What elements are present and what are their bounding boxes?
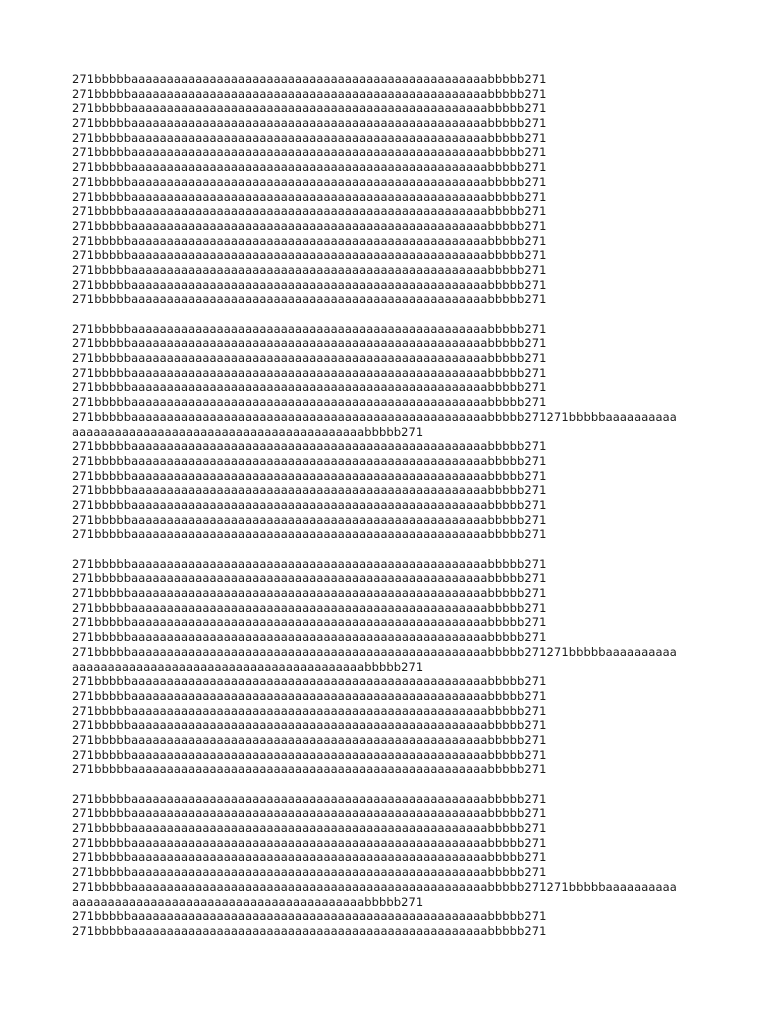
- text-line: 271bbbbbaaaaaaaaaaaaaaaaaaaaaaaaaaaaaaaaaaaaaaaaaaaaaaaaaabbbbb271: [72, 512, 547, 527]
- text-line: 271bbbbbaaaaaaaaaaaaaaaaaaaaaaaaaaaaaaaaaaaaaaaaaaaaaaaaaabbbbb271: [72, 600, 547, 615]
- text-line: 271bbbbbaaaaaaaaaaaaaaaaaaaaaaaaaaaaaaaaaaaaaaaaaaaaaaaaaabbbbb271: [72, 688, 547, 703]
- text-line: aaaaaaaaaaaaaaaaaaaaaaaaaaaaaaaaaaaaaaaaabbbbb271: [72, 659, 424, 674]
- text-line: 271bbbbbaaaaaaaaaaaaaaaaaaaaaaaaaaaaaaaaaaaaaaaaaaaaaaaaaabbbbb271: [72, 674, 547, 689]
- text-line: 271bbbbbaaaaaaaaaaaaaaaaaaaaaaaaaaaaaaaaaaaaaaaaaaaaaaaaaabbbbb271: [72, 292, 547, 307]
- text-line: 271bbbbbaaaaaaaaaaaaaaaaaaaaaaaaaaaaaaaaaaaaaaaaaaaaaaaaaabbbbb271: [72, 923, 547, 938]
- text-line: 271bbbbbaaaaaaaaaaaaaaaaaaaaaaaaaaaaaaaaaaaaaaaaaaaaaaaaaabbbbb271: [72, 806, 547, 821]
- text-paragraph: [72, 792, 722, 939]
- text-line: 271bbbbbaaaaaaaaaaaaaaaaaaaaaaaaaaaaaaaaaaaaaaaaaaaaaaaaaabbbbb271: [72, 351, 547, 366]
- text-line: 271bbbbbaaaaaaaaaaaaaaaaaaaaaaaaaaaaaaaaaaaaaaaaaaaaaaaaaabbbbb271: [72, 527, 547, 542]
- text-line: 271bbbbbaaaaaaaaaaaaaaaaaaaaaaaaaaaaaaaaaaaaaaaaaaaaaaaaaabbbbb271: [72, 248, 547, 263]
- text-line: 271bbbbbaaaaaaaaaaaaaaaaaaaaaaaaaaaaaaaaaaaaaaaaaaaaaaaaaabbbbb271: [72, 468, 547, 483]
- text-line: 271bbbbbaaaaaaaaaaaaaaaaaaaaaaaaaaaaaaaaaaaaaaaaaaaaaaaaaabbbbb271: [72, 732, 547, 747]
- text-line: 271bbbbbaaaaaaaaaaaaaaaaaaaaaaaaaaaaaaaaaaaaaaaaaaaaaaaaaabbbbb271: [72, 380, 547, 395]
- text-line: 271bbbbbaaaaaaaaaaaaaaaaaaaaaaaaaaaaaaaaaaaaaaaaaaaaaaaaaabbbbb271271bbbbbaaaaaaaaaa: [72, 409, 677, 424]
- text-line: aaaaaaaaaaaaaaaaaaaaaaaaaaaaaaaaaaaaaaaaabbbbb271: [72, 424, 424, 439]
- text-line: 271bbbbbaaaaaaaaaaaaaaaaaaaaaaaaaaaaaaaaaaaaaaaaaaaaaaaaaabbbbb271: [72, 718, 547, 733]
- text-line: 271bbbbbaaaaaaaaaaaaaaaaaaaaaaaaaaaaaaaaaaaaaaaaaaaaaaaaaabbbbb271: [72, 615, 547, 630]
- text-line: 271bbbbbaaaaaaaaaaaaaaaaaaaaaaaaaaaaaaaaaaaaaaaaaaaaaaaaaabbbbb271: [72, 821, 547, 836]
- text-line: 271bbbbbaaaaaaaaaaaaaaaaaaaaaaaaaaaaaaaaaaaaaaaaaaaaaaaaaabbbbb271: [72, 160, 547, 175]
- text-line: 271bbbbbaaaaaaaaaaaaaaaaaaaaaaaaaaaaaaaaaaaaaaaaaaaaaaaaaabbbbb271: [72, 116, 547, 131]
- text-line: 271bbbbbaaaaaaaaaaaaaaaaaaaaaaaaaaaaaaaaaaaaaaaaaaaaaaaaaabbbbb271: [72, 189, 547, 204]
- text-paragraph: [72, 557, 722, 777]
- text-line: aaaaaaaaaaaaaaaaaaaaaaaaaaaaaaaaaaaaaaaaabbbbb271: [72, 894, 424, 909]
- text-line: 271bbbbbaaaaaaaaaaaaaaaaaaaaaaaaaaaaaaaaaaaaaaaaaaaaaaaaaabbbbb271: [72, 630, 547, 645]
- text-line: 271bbbbbaaaaaaaaaaaaaaaaaaaaaaaaaaaaaaaaaaaaaaaaaaaaaaaaaabbbbb271: [72, 439, 547, 454]
- text-line: 271bbbbbaaaaaaaaaaaaaaaaaaaaaaaaaaaaaaaaaaaaaaaaaaaaaaaaaabbbbb271: [72, 86, 547, 101]
- text-line: 271bbbbbaaaaaaaaaaaaaaaaaaaaaaaaaaaaaaaaaaaaaaaaaaaaaaaaaabbbbb271: [72, 130, 547, 145]
- text-line: 271bbbbbaaaaaaaaaaaaaaaaaaaaaaaaaaaaaaaaaaaaaaaaaaaaaaaaaabbbbb271: [72, 747, 547, 762]
- text-line: 271bbbbbaaaaaaaaaaaaaaaaaaaaaaaaaaaaaaaaaaaaaaaaaaaaaaaaaabbbbb271: [72, 101, 547, 116]
- text-line: 271bbbbbaaaaaaaaaaaaaaaaaaaaaaaaaaaaaaaaaaaaaaaaaaaaaaaaaabbbbb271: [72, 909, 547, 924]
- text-line: 271bbbbbaaaaaaaaaaaaaaaaaaaaaaaaaaaaaaaaaaaaaaaaaaaaaaaaaabbbbb271: [72, 865, 547, 880]
- text-line: 271bbbbbaaaaaaaaaaaaaaaaaaaaaaaaaaaaaaaaaaaaaaaaaaaaaaaaaabbbbb271: [72, 497, 547, 512]
- text-line: 271bbbbbaaaaaaaaaaaaaaaaaaaaaaaaaaaaaaaaaaaaaaaaaaaaaaaaaabbbbb271: [72, 453, 547, 468]
- text-line: 271bbbbbaaaaaaaaaaaaaaaaaaaaaaaaaaaaaaaaaaaaaaaaaaaaaaaaaabbbbb271: [72, 233, 547, 248]
- text-line: 271bbbbbaaaaaaaaaaaaaaaaaaaaaaaaaaaaaaaaaaaaaaaaaaaaaaaaaabbbbb271: [72, 791, 547, 806]
- text-line: 271bbbbbaaaaaaaaaaaaaaaaaaaaaaaaaaaaaaaaaaaaaaaaaaaaaaaaaabbbbb271: [72, 850, 547, 865]
- text-line: 271bbbbbaaaaaaaaaaaaaaaaaaaaaaaaaaaaaaaaaaaaaaaaaaaaaaaaaabbbbb271: [72, 336, 547, 351]
- text-line: 271bbbbbaaaaaaaaaaaaaaaaaaaaaaaaaaaaaaaaaaaaaaaaaaaaaaaaaabbbbb271: [72, 365, 547, 380]
- text-line: 271bbbbbaaaaaaaaaaaaaaaaaaaaaaaaaaaaaaaaaaaaaaaaaaaaaaaaaabbbbb271271bbbbbaaaaaaaaaa: [72, 644, 677, 659]
- text-line: 271bbbbbaaaaaaaaaaaaaaaaaaaaaaaaaaaaaaaaaaaaaaaaaaaaaaaaaabbbbb271: [72, 262, 547, 277]
- text-line: 271bbbbbaaaaaaaaaaaaaaaaaaaaaaaaaaaaaaaaaaaaaaaaaaaaaaaaaabbbbb271: [72, 483, 547, 498]
- text-line: 271bbbbbaaaaaaaaaaaaaaaaaaaaaaaaaaaaaaaaaaaaaaaaaaaaaaaaaabbbbb271: [72, 72, 547, 86]
- text-paragraph: [72, 72, 722, 307]
- text-line: 271bbbbbaaaaaaaaaaaaaaaaaaaaaaaaaaaaaaaaaaaaaaaaaaaaaaaaaabbbbb271: [72, 571, 547, 586]
- document-page: [72, 72, 722, 953]
- text-line: 271bbbbbaaaaaaaaaaaaaaaaaaaaaaaaaaaaaaaaaaaaaaaaaaaaaaaaaabbbbb271: [72, 835, 547, 850]
- text-line: 271bbbbbaaaaaaaaaaaaaaaaaaaaaaaaaaaaaaaaaaaaaaaaaaaaaaaaaabbbbb271: [72, 145, 547, 160]
- text-line: 271bbbbbaaaaaaaaaaaaaaaaaaaaaaaaaaaaaaaaaaaaaaaaaaaaaaaaaabbbbb271: [72, 321, 547, 336]
- text-line: 271bbbbbaaaaaaaaaaaaaaaaaaaaaaaaaaaaaaaaaaaaaaaaaaaaaaaaaabbbbb271: [72, 703, 547, 718]
- text-paragraph: [72, 322, 722, 542]
- text-line: 271bbbbbaaaaaaaaaaaaaaaaaaaaaaaaaaaaaaaaaaaaaaaaaaaaaaaaaabbbbb271271bbbbbaaaaaaaaaa: [72, 879, 677, 894]
- text-line: 271bbbbbaaaaaaaaaaaaaaaaaaaaaaaaaaaaaaaaaaaaaaaaaaaaaaaaaabbbbb271: [72, 218, 547, 233]
- text-line: 271bbbbbaaaaaaaaaaaaaaaaaaaaaaaaaaaaaaaaaaaaaaaaaaaaaaaaaabbbbb271: [72, 174, 547, 189]
- text-line: 271bbbbbaaaaaaaaaaaaaaaaaaaaaaaaaaaaaaaaaaaaaaaaaaaaaaaaaabbbbb271: [72, 204, 547, 219]
- text-line: 271bbbbbaaaaaaaaaaaaaaaaaaaaaaaaaaaaaaaaaaaaaaaaaaaaaaaaaabbbbb271: [72, 762, 547, 777]
- text-line: 271bbbbbaaaaaaaaaaaaaaaaaaaaaaaaaaaaaaaaaaaaaaaaaaaaaaaaaabbbbb271: [72, 277, 547, 292]
- text-line: 271bbbbbaaaaaaaaaaaaaaaaaaaaaaaaaaaaaaaaaaaaaaaaaaaaaaaaaabbbbb271: [72, 395, 547, 410]
- text-line: 271bbbbbaaaaaaaaaaaaaaaaaaaaaaaaaaaaaaaaaaaaaaaaaaaaaaaaaabbbbb271: [72, 586, 547, 601]
- text-line: 271bbbbbaaaaaaaaaaaaaaaaaaaaaaaaaaaaaaaaaaaaaaaaaaaaaaaaaabbbbb271: [72, 556, 547, 571]
